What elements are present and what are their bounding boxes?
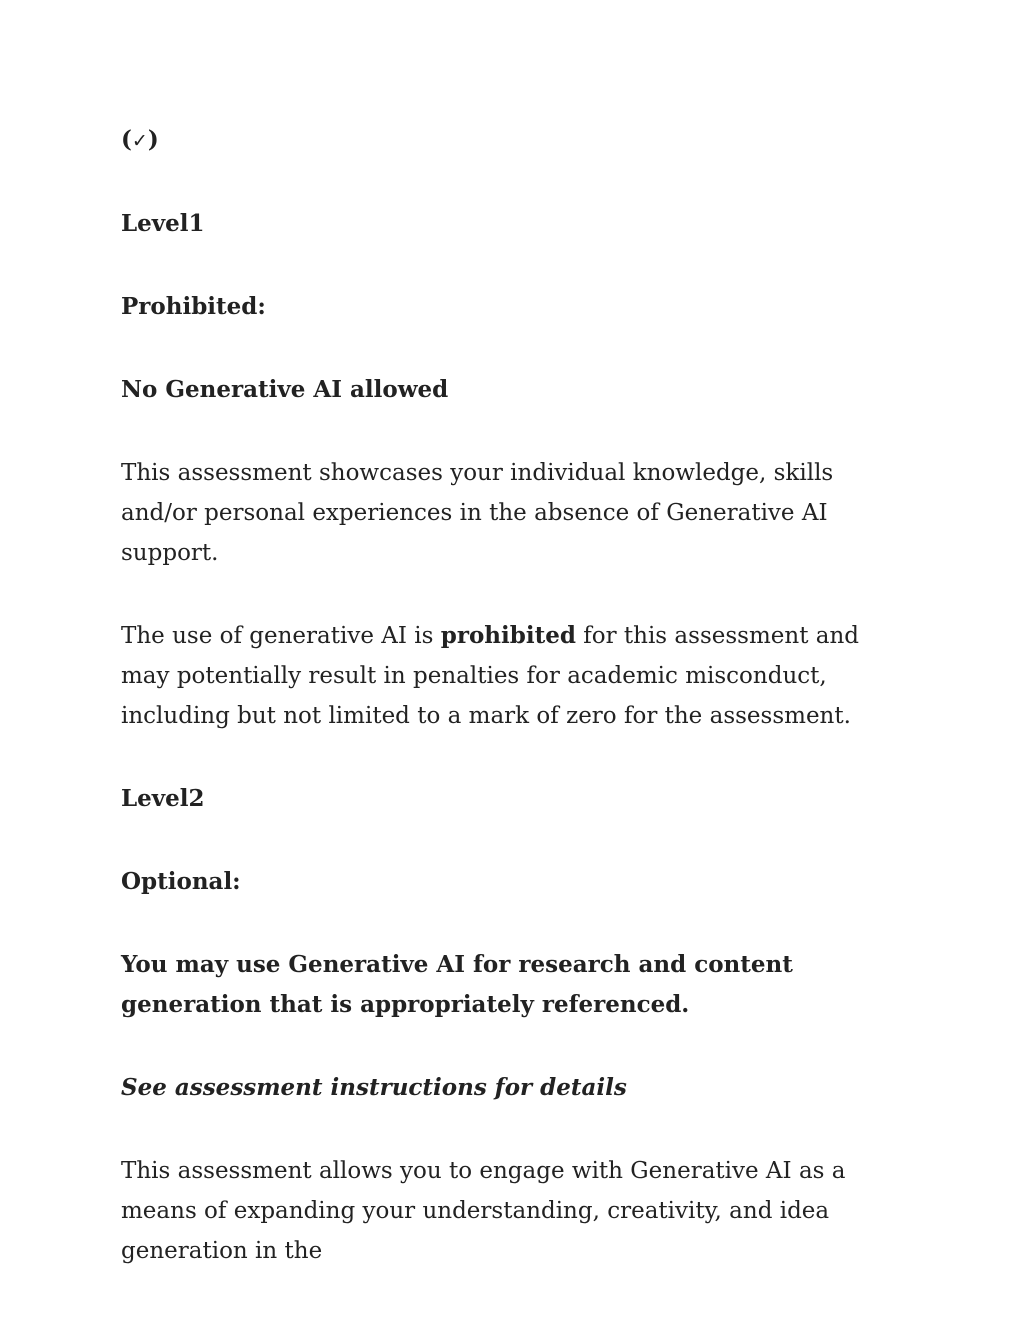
level2-category: Optional: — [121, 868, 241, 895]
checkbox-close-paren: ) — [147, 126, 159, 153]
level2-description: This assessment allows you to engage with Generative AI as a means of expanding your understanding, creativity, and idea generation in the — [121, 1158, 846, 1264]
level1-warning-emphasis: prohibited — [440, 622, 576, 649]
checkbox-open-paren: ( — [121, 126, 132, 153]
level1-warning — [121, 616, 911, 736]
level2-heading: You may use Generative AI for research and content generation that is appropriately referenced. — [121, 951, 793, 1018]
level1-heading: No Generative AI allowed — [121, 376, 449, 403]
level1-description: This assessment showcases your individual knowledge, skills and/or personal experiences in the absence of Generative AI support. — [121, 460, 834, 566]
level1-warning-after: for this assessment and may potentially result in penalties for academic misconduct, including but not limited to a mark of zero for the assessment. — [121, 623, 859, 729]
level1-warning-before: The use of generative AI is — [121, 623, 441, 649]
level1-category: Prohibited: — [121, 293, 266, 320]
document-page — [121, 120, 911, 1314]
level2-label: Level2 — [121, 785, 205, 812]
level2-note: See assessment instructions for details — [121, 1074, 627, 1101]
checkmark-icon: ✓ — [131, 130, 148, 152]
checkbox-indicator — [121, 120, 911, 161]
level1-label: Level1 — [121, 210, 205, 237]
